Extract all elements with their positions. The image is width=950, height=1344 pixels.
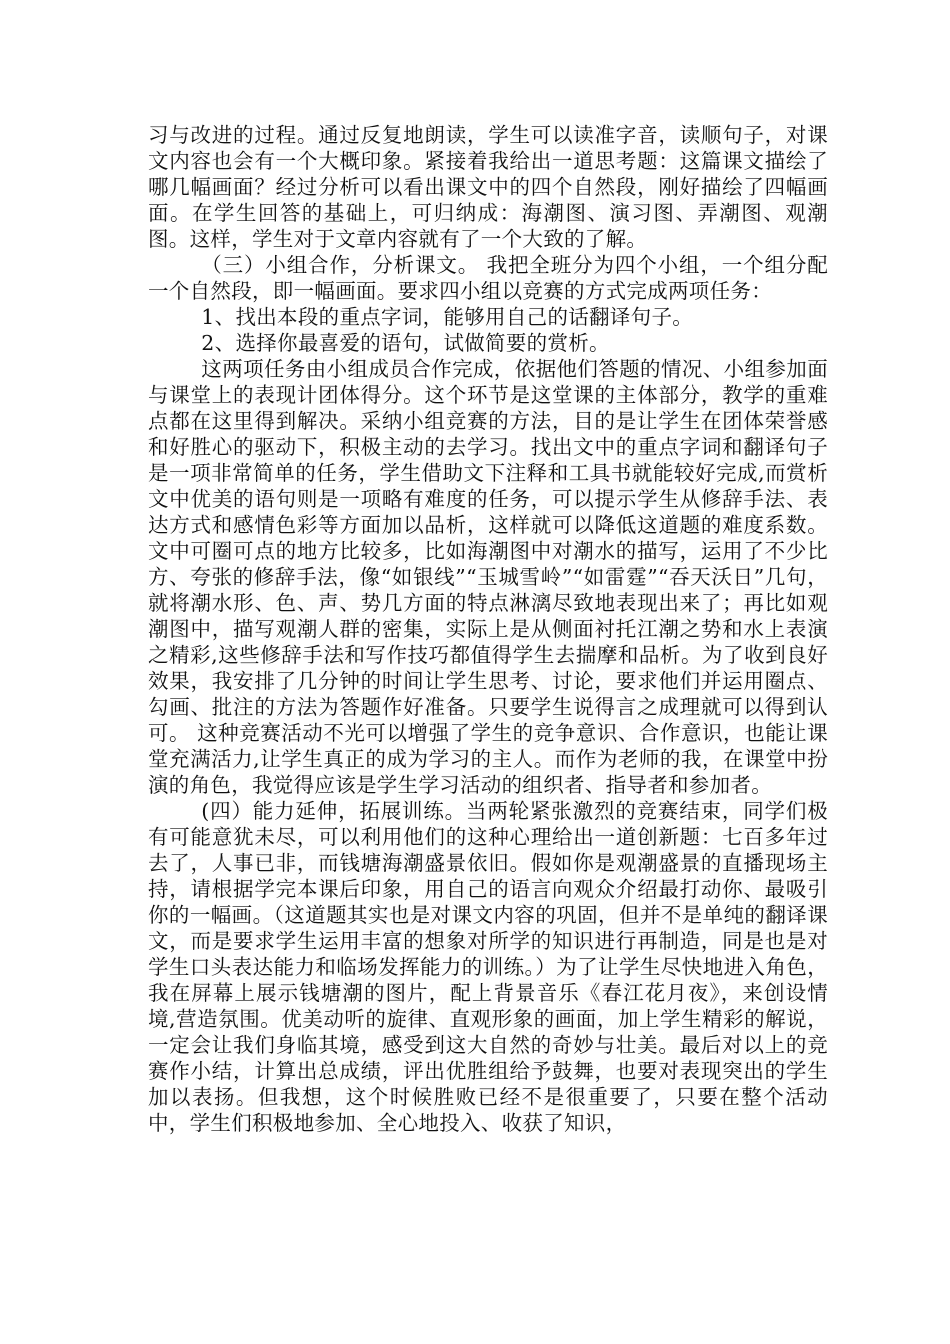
- paragraph-extension-training: (四）能力延伸，拓展训练。当两轮紧张激烈的竞赛结束，同学们极有可能意犹未尽，可以利用他们的这种心理给出一道创新题：七百多年过去了，人事已非，而钱塘海潮盛景依旧。假如你是观潮盛景的直播现场主持，请根据学完本课后印象，用自己的语言向观众介绍最打动你、最吸引你的一幅画。（这道题其实也是对课文内容的巩固，但并不是单纯的翻译课文，而是要求学生运用丰富的想象对所学的知识进行再制造，同是也是对学生口头表达能力和临场发挥能力的训练。）为了让学生尽快地进入角色，我在屏幕上展示钱塘潮的图片，配上背景音乐《春江花月夜》，来创设情境,营造氛围。优美动听的旋律、直观形象的画面，加上学生精彩的解说，一定会让我们身临其境，感受到这大自然的奇妙与壮美。最后对以上的竞赛作小结，计算出总成绩，评出优胜组给予鼓舞，也要对表现突出的学生加以表扬。但我想，这个时候胜败已经不是很重要了，只要在整个活动中，学生们积极地参加、全心地投入、收获了知识，: [148, 799, 828, 1135]
- paragraph-reading-summary: 习与改进的过程。通过反复地朗读，学生可以读准字音，读顺句子，对课文内容也会有一个大概印象。紧接着我给出一道思考题：这篇课文描绘了哪几幅画面？经过分析可以看出课文中的四个自然段，刚好描绘了四幅画面。在学生回答的基础上，可归纳成：海潮图、演习图、弄潮图、观潮图。这样，学生对于文章内容就有了一个大致的了解。: [148, 123, 828, 251]
- document-body: [148, 122, 828, 1136]
- paragraph-task-analysis: 这两项任务由小组成员合作完成，依据他们答题的情况、小组参加面与课堂上的表现计团体得分。这个环节是这堂课的主体部分，教学的重难点都在这里得到解决。采纳小组竞赛的方法，目的是让学生在团体荣誉感和好胜心的驱动下，积极主动的去学习。找出文中的重点字词和翻译句子是一项非常简单的任务，学生借助文下注释和工具书就能较好完成,而赏析文中优美的语句则是一项略有难度的任务，可以提示学生从修辞手法、表达方式和感情色彩等方面加以品析，这样就可以降低这道题的难度系数。文中可圈可点的地方比较多，比如海潮图中对潮水的描写，运用了不少比方、夸张的修辞手法，像“如银线”“玉城雪岭”“如雷霆”“吞天沃日”几句，就将潮水形、色、声、势几方面的特点淋漓尽致地表现出来了；再比如观潮图中，描写观潮人群的密集，实际上是从侧面衬托江潮之势和水上表演之精彩,这些修辞手法和写作技巧都值得学生去揣摩和品析。为了收到良好效果，我安排了几分钟的时间让学生思考、讨论，要求他们并运用圈点、勾画、批注的方法为答题作好准备。只要学生说得言之成理就可以得到认可。 这种竞赛活动不光可以增强了学生的竞争意识、合作意识，也能让课堂充满活力,让学生真正的成为学习的主人。而作为老师的我，在课堂中扮演的角色，我觉得应该是学生学习活动的组织者、指导者和参加者。: [148, 357, 828, 797]
- task-item-2: 2、选择你最喜爱的语句，试做简要的赏析。: [201, 331, 610, 355]
- task-item-1: 1、找出本段的重点字词，能够用自己的话翻译句子。: [201, 305, 694, 329]
- paragraph-group-cooperation: （三）小组合作，分析课文。 我把全班分为四个小组，一个组分配一个自然段，即一幅画面。要求四小组以竞赛的方式完成两项任务：: [148, 253, 828, 303]
